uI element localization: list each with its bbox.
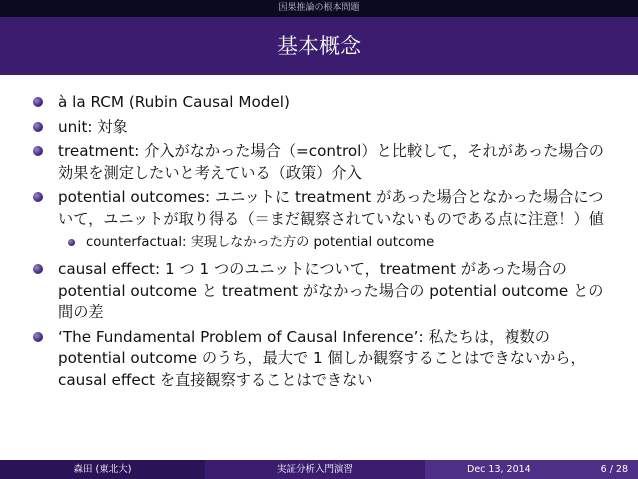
bullet-text: ‘The Fundamental Problem of Causal Inference’: 私たちは，複数の potential outcome のうち，最大で 1 個しか観察することはできないから，causal effect を直接観察することはできない: [58, 327, 586, 389]
slide-footer: [0, 460, 638, 479]
bullet-item-fundamental-problem: [0, 327, 638, 392]
bullet-icon: [33, 122, 43, 132]
bullet-icon: [33, 146, 43, 156]
sub-bullet-counterfactual: [0, 233, 638, 253]
slide-content: [0, 92, 638, 457]
bullet-item-causal-effect: [0, 259, 638, 324]
bullet-item-potential-outcomes: [0, 187, 638, 230]
bullet-text: unit: 対象: [58, 117, 128, 136]
footer-page-number: 6 / 28: [600, 464, 628, 475]
bullet-text: à la RCM (Rubin Causal Model): [58, 93, 290, 111]
bullet-item-treatment: [0, 141, 638, 184]
bullet-icon: [33, 264, 43, 274]
bullet-text: treatment: 介入がなかった場合（=control）と比較して，それがあった場合の効果を測定したいと考えている（政策）介入: [58, 142, 604, 182]
footer-meta: [425, 460, 638, 479]
bullet-item-rcm: [0, 92, 638, 114]
footer-course: 実証分析入門演習: [205, 460, 425, 479]
section-header: 因果推論の根本問題: [0, 0, 638, 17]
sub-bullet-text: counterfactual: 実現しなかった方の potential outcome: [86, 235, 435, 250]
bullet-text: causal effect: 1 つ 1 つのユニットについて，treatment があった場合の potential outcome と treatment がなかった場合の potential outcome との間の差: [58, 260, 604, 321]
bullet-icon: [33, 97, 43, 107]
bullet-icon: [33, 192, 43, 202]
footer-author: 森田 (東北大): [0, 460, 205, 479]
footer-date: Dec 13, 2014: [467, 464, 531, 475]
bullet-icon: [33, 332, 43, 342]
slide-title: 基本概念: [0, 17, 638, 75]
bullet-text: potential outcomes: ユニットに treatment があった場合となかった場合について，ユニットが取り得る（＝まだ観察されていないものである点に注意！）値: [58, 188, 604, 228]
bullet-item-unit: [0, 117, 638, 139]
sub-bullet-icon: [68, 239, 75, 246]
